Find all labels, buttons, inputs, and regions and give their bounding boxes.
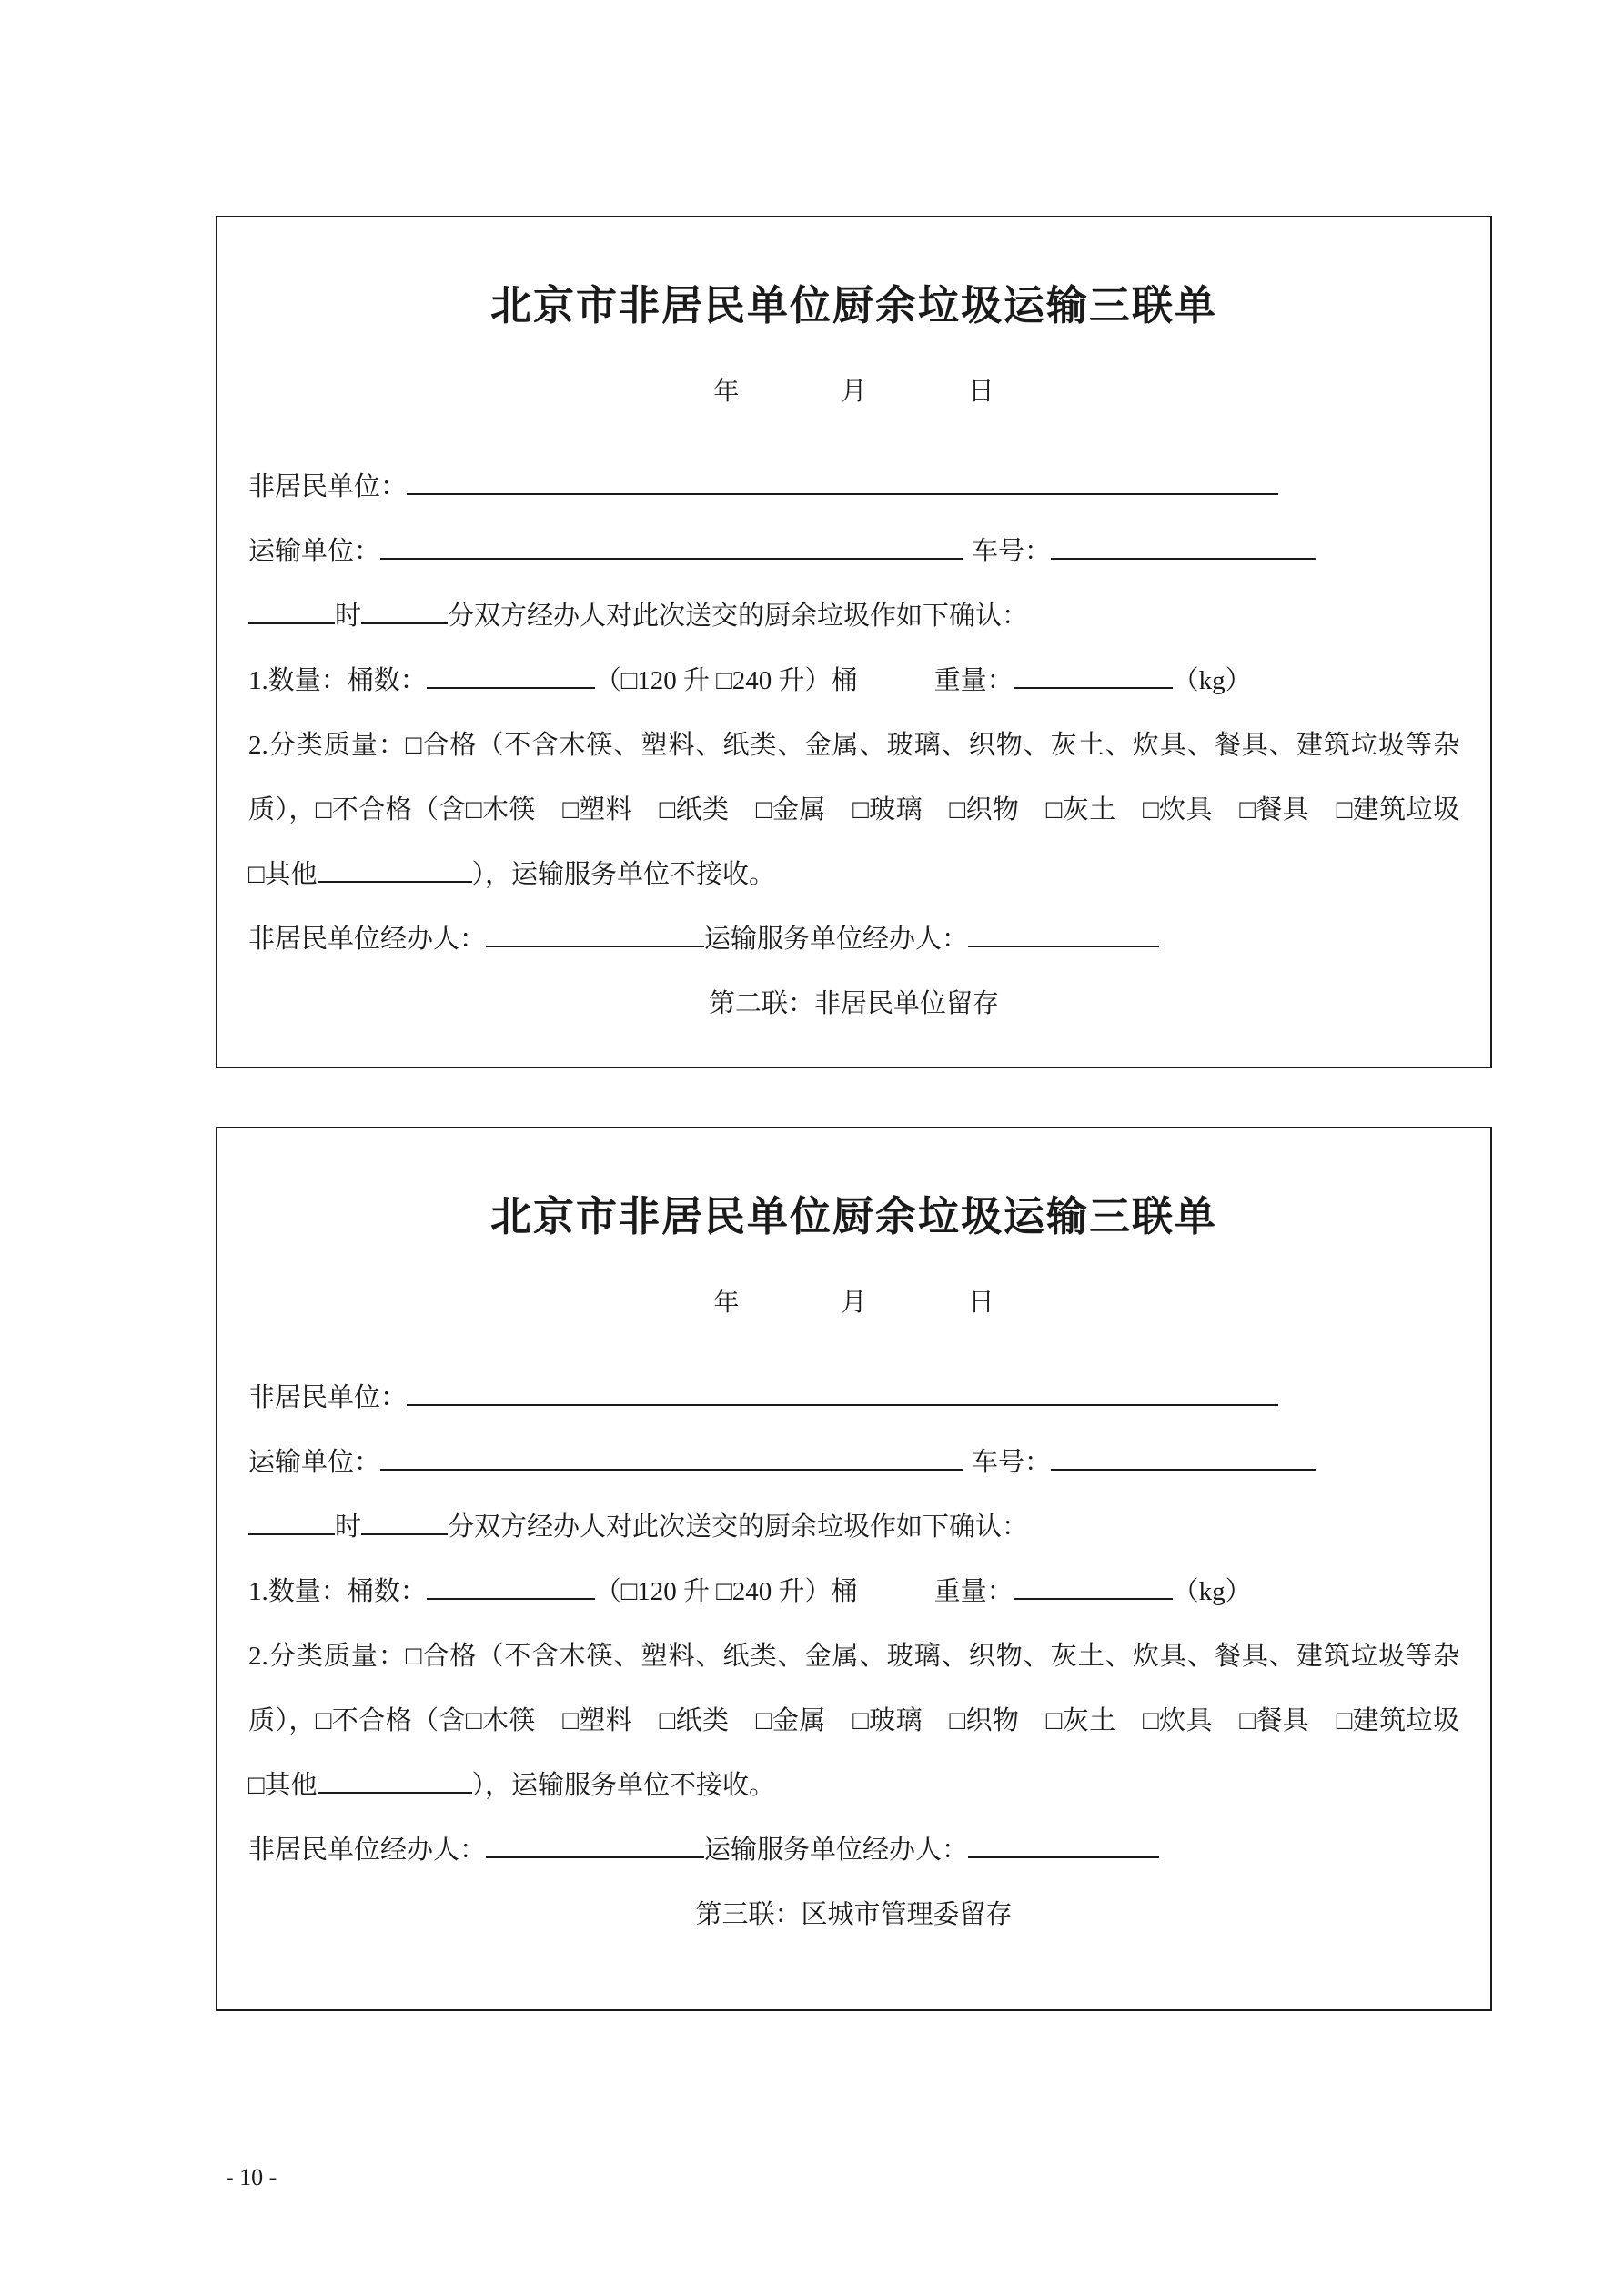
nonresident-unit-label: 非居民单位： — [248, 1383, 408, 1412]
vehicle-no-label: 车号： — [972, 537, 1052, 566]
quality-other-blank — [318, 1766, 472, 1794]
operator-service-label: 运输服务单位经办人： — [704, 1836, 969, 1865]
date-month-label: 月 — [841, 1289, 867, 1317]
quantity-label: 1.数量：桶数： — [248, 666, 427, 695]
operator-service-label: 运输服务单位经办人： — [704, 925, 969, 954]
bucket-count-blank — [427, 1573, 595, 1600]
weight-label: 重量： — [933, 666, 1014, 695]
transport-unit-label: 运输单位： — [248, 1448, 381, 1477]
date-day-label: 日 — [968, 378, 994, 406]
bucket-options: （□120 升 □240 升）桶 — [594, 1577, 858, 1606]
quality-text-before: 2.分类质量：□合格（不含木筷、塑料、纸类、金属、玻璃、织物、灰土、炊具、餐具、建筑垃圾等杂质），□不合格（含□木筷 □塑料 □纸类 □金属 □玻璃 □织物 □灰土 □炊具 □餐具 □建筑垃圾 □其他 — [248, 731, 1487, 889]
vehicle-no-blank — [1051, 1443, 1316, 1471]
nonresident-unit-line — [248, 455, 1459, 520]
weight-label: 重量： — [933, 1577, 1014, 1606]
quality-text-after: ），运输服务单位不接收。 — [471, 1771, 776, 1800]
hour-blank — [248, 597, 335, 624]
operator-nonresident-blank — [486, 1831, 704, 1858]
quantity-label: 1.数量：桶数： — [248, 1577, 427, 1606]
operator-line — [248, 1818, 1459, 1883]
weight-blank — [1014, 662, 1173, 689]
transport-unit-label: 运输单位： — [248, 537, 381, 566]
form-title: 北京市非居民单位厨余垃圾运输三联单 — [489, 1193, 1217, 1239]
page-number: - 10 - — [226, 2164, 277, 2190]
date-day-label: 日 — [968, 1289, 994, 1317]
date-year-label: 年 — [713, 378, 740, 406]
hour-label: 时 — [335, 602, 362, 631]
nonresident-unit-blank — [407, 1379, 1278, 1406]
triplicate-form-copy-3 — [216, 1127, 1492, 2011]
hour-label: 时 — [335, 1512, 362, 1542]
quantity-line — [248, 649, 1459, 713]
quality-paragraph — [248, 713, 1487, 907]
confirm-text: 分双方经办人对此次送交的厨余垃圾作如下确认： — [448, 1512, 1029, 1542]
operator-service-blank — [968, 920, 1159, 947]
confirm-text: 分双方经办人对此次送交的厨余垃圾作如下确认： — [448, 602, 1029, 631]
quantity-line — [248, 1560, 1459, 1624]
hour-blank — [248, 1508, 335, 1535]
transport-unit-line — [248, 520, 1459, 584]
form-body — [248, 1366, 1487, 1947]
bucket-options: （□120 升 □240 升）桶 — [594, 666, 858, 695]
copy-note: 第三联：区城市管理委留存 — [695, 1900, 1013, 1929]
form-body — [248, 455, 1487, 1037]
weight-unit-label: （kg） — [1172, 1577, 1252, 1606]
operator-nonresident-label: 非居民单位经办人： — [248, 1836, 487, 1865]
minute-blank — [361, 1508, 448, 1535]
operator-service-blank — [968, 1831, 1159, 1858]
date-year-label: 年 — [713, 1289, 740, 1317]
minute-blank — [361, 597, 448, 624]
date-line — [248, 371, 1459, 408]
nonresident-unit-label: 非居民单位： — [248, 472, 408, 501]
nonresident-unit-line — [248, 1366, 1459, 1431]
operator-line — [248, 907, 1459, 972]
time-confirm-line — [248, 584, 1459, 649]
transport-unit-line — [248, 1431, 1459, 1495]
quality-text-before: 2.分类质量：□合格（不含木筷、塑料、纸类、金属、玻璃、织物、灰土、炊具、餐具、建筑垃圾等杂质），□不合格（含□木筷 □塑料 □纸类 □金属 □玻璃 □织物 □灰土 □炊具 □餐具 □建筑垃圾 □其他 — [248, 1642, 1487, 1800]
weight-blank — [1014, 1573, 1173, 1600]
quality-paragraph — [248, 1624, 1487, 1818]
time-confirm-line — [248, 1495, 1459, 1560]
operator-nonresident-label: 非居民单位经办人： — [248, 925, 487, 954]
date-line — [248, 1282, 1459, 1319]
nonresident-unit-blank — [407, 468, 1278, 495]
triplicate-form-copy-2 — [216, 216, 1492, 1068]
quality-text-after: ），运输服务单位不接收。 — [471, 860, 776, 889]
vehicle-no-blank — [1051, 532, 1316, 560]
copy-note: 第二联：非居民单位留存 — [708, 989, 999, 1018]
form-title: 北京市非居民单位厨余垃圾运输三联单 — [489, 282, 1217, 329]
vehicle-no-label: 车号： — [972, 1448, 1052, 1477]
date-month-label: 月 — [841, 378, 867, 406]
transport-unit-blank — [380, 532, 963, 560]
weight-unit-label: （kg） — [1172, 666, 1252, 695]
operator-nonresident-blank — [486, 920, 704, 947]
transport-unit-blank — [380, 1443, 963, 1471]
bucket-count-blank — [427, 662, 595, 689]
quality-other-blank — [318, 855, 472, 883]
